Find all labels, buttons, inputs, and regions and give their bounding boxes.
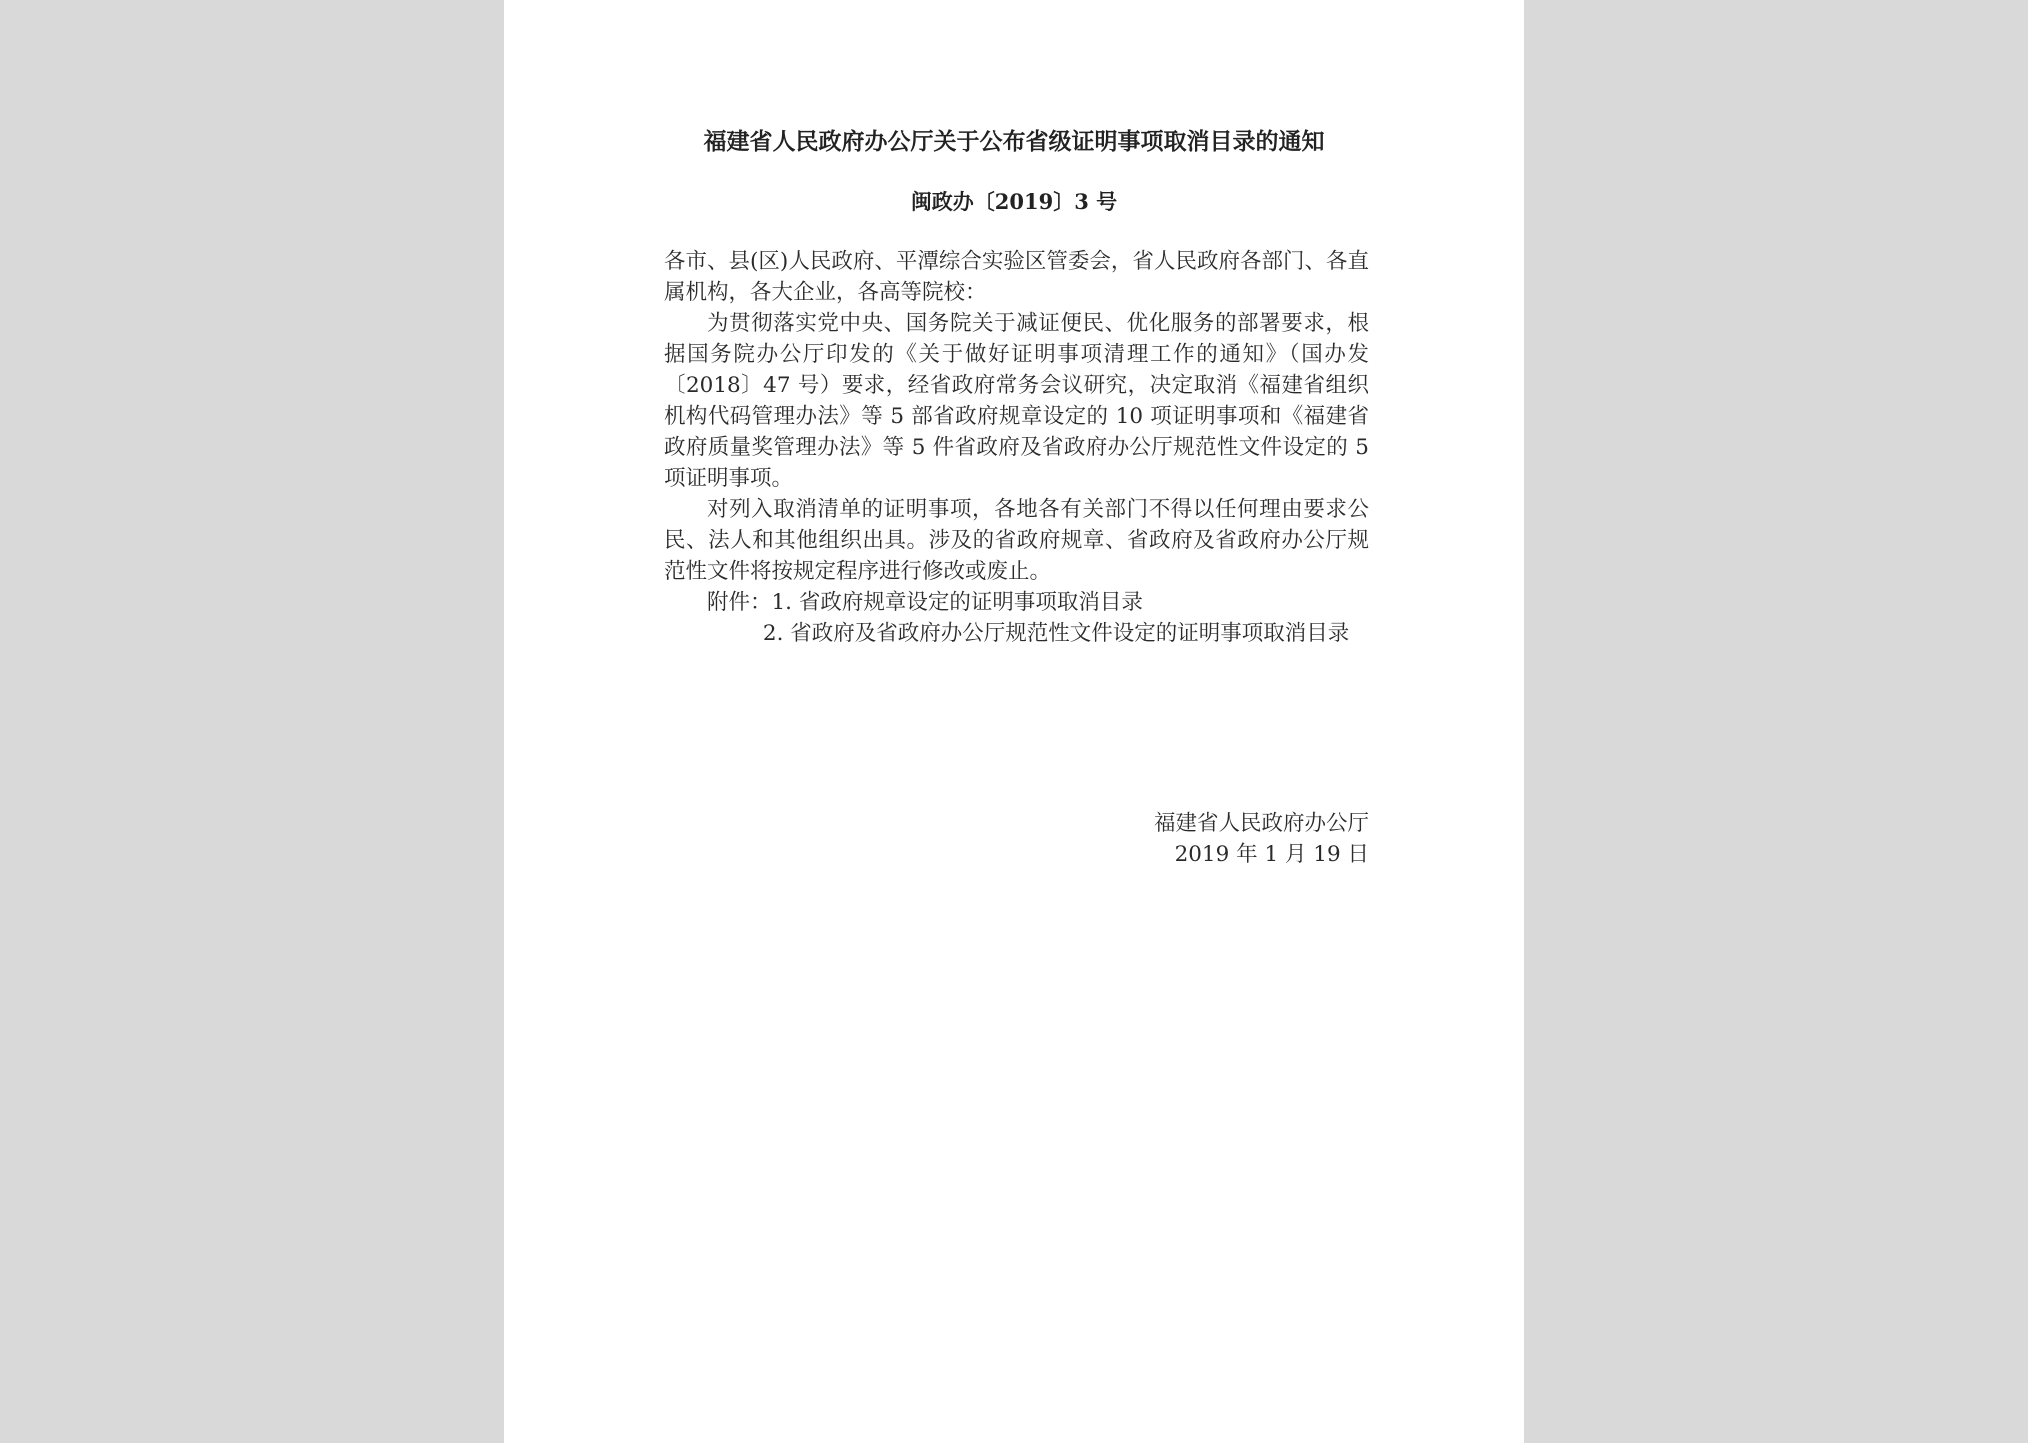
- document-page: [504, 0, 1524, 1443]
- document-number: 闽政办〔2019〕3 号: [910, 189, 1118, 214]
- attachment-2: 2. 省政府及省政府办公厅规范性文件设定的证明事项取消目录: [762, 621, 1350, 646]
- document-body: [664, 246, 1369, 649]
- document-title: 福建省人民政府办公厅关于公布省级证明事项取消目录的通知: [703, 128, 1325, 155]
- paragraph-1: 为贯彻落实党中央、国务院关于减证便民、优化服务的部署要求，根据国务院办公厅印发的《关于做好证明事项清理工作的通知》（国办发〔2018〕47 号）要求，经省政府常务会议研究，决定取消《福建省组织机构代码管理办法》等 5 部省政府规章设定的 10 项证明事项和《福建省政府质量奖管理办法》等 5 件省政府及省政府办公厅规范性文件设定的 5 项证明事项。: [664, 311, 1369, 491]
- signature-block: [1064, 808, 1369, 870]
- attachment-1: 附件：1. 省政府规章设定的证明事项取消目录: [707, 590, 1143, 615]
- paragraph-2: 对列入取消清单的证明事项，各地各有关部门不得以任何理由要求公民、法人和其他组织出具。涉及的省政府规章、省政府及省政府办公厅规范性文件将按规定程序进行修改或废止。: [664, 497, 1369, 584]
- issue-date: 2019 年 1 月 19 日: [1174, 842, 1369, 867]
- issuer: 福建省人民政府办公厅: [1153, 811, 1369, 836]
- addressee: 各市、县(区)人民政府、平潭综合实验区管委会，省人民政府各部门、各直属机构，各大企业，各高等院校：: [664, 249, 1369, 305]
